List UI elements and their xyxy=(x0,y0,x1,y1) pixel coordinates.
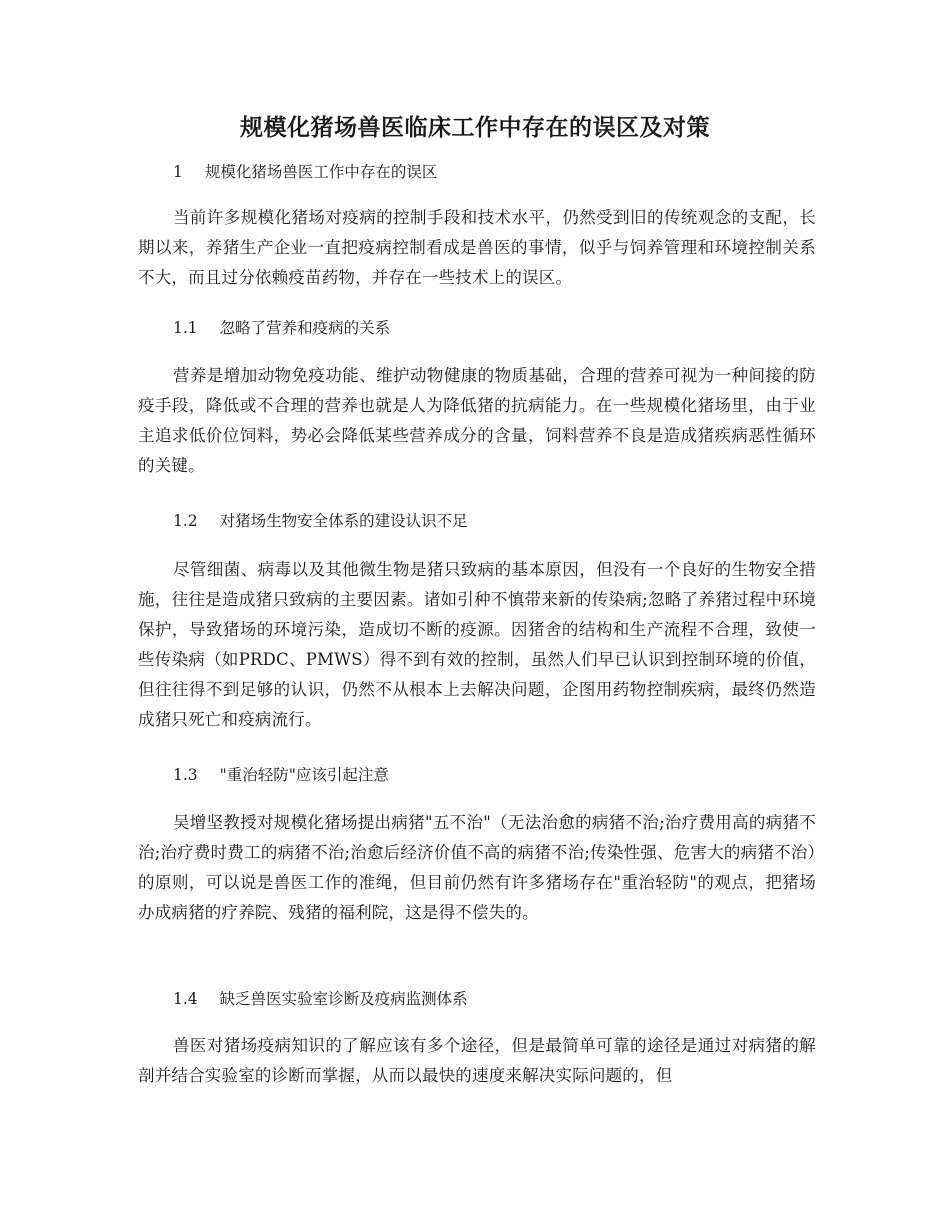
section-number: 1.3 xyxy=(173,766,198,784)
section-heading-1 xyxy=(173,161,437,183)
section-heading-text: 忽略了营养和疫病的关系 xyxy=(219,319,391,337)
section-heading-text: 规模化猪场兽医工作中存在的误区 xyxy=(204,163,438,181)
section-heading-text: 缺乏兽医实验室诊断及疫病监测体系 xyxy=(219,990,468,1008)
document-title: 规模化猪场兽医临床工作中存在的误区及对策 xyxy=(240,115,710,141)
section-heading-1-1 xyxy=(173,317,390,339)
paragraph-section-1: 当前许多规模化猪场对疫病的控制手段和技术水平，仍然受到旧的传统观念的支配，长期以来，养猪生产企业一直把疫病控制看成是兽医的事情，似乎与饲养管理和环境控制关系不大，而且过分依赖疫苗药物，并存在一些技术上的误区。 xyxy=(138,208,816,287)
section-heading-1-3 xyxy=(173,764,389,786)
paragraph-section-1-1: 营养是增加动物免疫功能、维护动物健康的物质基础，合理的营养可视为一种间接的防疫手段，降低或不合理的营养也就是人为降低猪的抗病能力。在一些规模化猪场里，由于业主追求低价位饲料，势必会降低某些营养成分的含量，饲料营养不良是造成猪疾病恶性循环的关键。 xyxy=(138,366,816,475)
section-number: 1.1 xyxy=(173,319,198,337)
section-heading-text: "重治轻防"应该引起注意 xyxy=(219,766,389,784)
section-heading-1-4 xyxy=(173,988,468,1010)
paragraph-section-1-4: 兽医对猪场疫病知识的了解应该有多个途径，但是最简单可靠的途径是通过对病猪的解剖并结合实验室的诊断而掌握，从而以最快的速度来解决实际问题的，但 xyxy=(138,1036,816,1085)
section-heading-1-2 xyxy=(173,510,468,532)
section-number: 1 xyxy=(173,163,183,181)
paragraph-section-1-3: 吴增坚教授对规模化猪场提出病猪"五不治"（无法治愈的病猪不治;治疗费用高的病猪不治;治疗费时费工的病猪不治;治愈后经济价值不高的病猪不治;传染性强、危害大的病猪不治）的原则，可以说是兽医工作的准绳，但目前仍然有许多猪场存在"重治轻防"的观点，把猪场办成病猪的疗养院、残猪的福利院，这是得不偿失的。 xyxy=(138,813,816,922)
section-number: 1.2 xyxy=(173,512,198,530)
paragraph-section-1-2: 尽管细菌、病毒以及其他微生物是猪只致病的基本原因，但没有一个良好的生物安全措施，往往是造成猪只致病的主要因素。诸如引种不慎带来新的传染病;忽略了养猪过程中环境保护，导致猪场的环境污染，造成切不断的疫源。因猪舍的结构和生产流程不合理，致使一些传染病（如PRDC、PMWS）得不到有效的控制，虽然人们早已认识到控制环境的价值，但往往得不到足够的认识，仍然不从根本上去解决问题，企图用药物控制疾病，最终仍然造成猪只死亡和疫病流行。 xyxy=(138,560,816,729)
section-number: 1.4 xyxy=(173,990,198,1008)
section-heading-text: 对猪场生物安全体系的建设认识不足 xyxy=(219,512,468,530)
